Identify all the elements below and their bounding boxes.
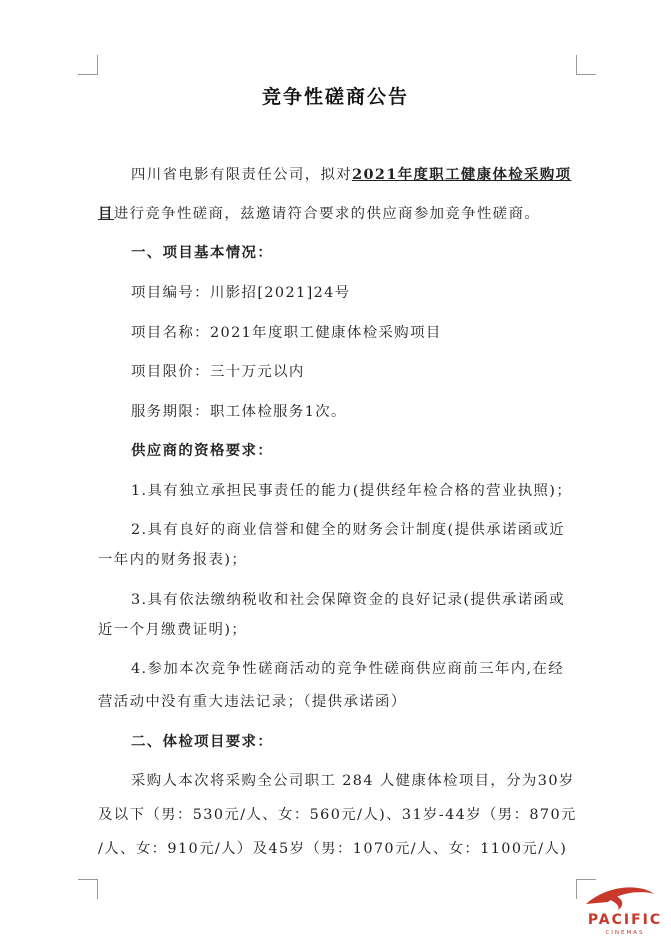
exam-paragraph-line-1: 采购人本次将采购全公司职工 284 人健康体检项目，分为30岁	[131, 773, 575, 789]
project-name-highlight-end: 目	[98, 205, 114, 222]
qualification-item-4: 4.参加本次竞争性磋商活动的竞争性磋商供应商前三年内,在经	[131, 661, 565, 677]
section-heading-exam-requirements: 二、体检项目要求：	[131, 733, 274, 750]
crop-mark-bottom-left-h	[78, 879, 98, 880]
qualification-item-2: 2.具有良好的商业信誉和健全的财务会计制度(提供承诺函或近	[131, 522, 566, 538]
crop-mark-bottom-left-v	[97, 879, 98, 899]
crop-mark-top-left-h	[78, 74, 98, 75]
intro-line-2	[98, 204, 578, 224]
qualification-item-3-cont: 近一个月缴费证明)；	[98, 622, 248, 638]
intro-text: 四川省电影有限责任公司，拟对	[131, 167, 353, 183]
qualification-item-1: 1.具有独立承担民事责任的能力(提供经年检合格的营业执照)；	[131, 483, 573, 499]
service-period: 服务期限：职工体检服务1次。	[131, 404, 347, 420]
crop-mark-top-right-v	[576, 55, 577, 75]
intro-text-end: 进行竞争性磋商，兹邀请符合要求的供应商参加竞争性磋商。	[113, 206, 541, 222]
logo-sub: CINEMAS	[605, 930, 645, 936]
crop-mark-top-right-h	[576, 74, 596, 75]
project-limit: 项目限价：三十万元以内	[131, 364, 305, 380]
section-heading-qualifications: 供应商的资格要求：	[131, 442, 274, 459]
project-name: 项目名称：2021年度职工健康体检采购项目	[131, 325, 442, 341]
project-name-highlight: 2021年度职工健康体检采购项	[352, 166, 572, 183]
qualification-item-4-cont: 营活动中没有重大违法记录；（提供承诺函）	[98, 694, 407, 710]
logo-name: PACIFIC	[587, 912, 663, 928]
crop-mark-top-left-v	[97, 55, 98, 75]
section-heading-basic-info: 一、项目基本情况：	[131, 244, 274, 261]
project-number: 项目编号：川影招[2021]24号	[131, 285, 351, 301]
crop-mark-bottom-right-v	[576, 879, 577, 899]
qualification-item-2-cont: 一年内的财务报表)；	[98, 552, 248, 568]
intro-line-1	[131, 165, 578, 185]
exam-paragraph-line-3: /人、女：910元/人）及45岁（男：1070元/人、女：1100元/人)	[98, 841, 568, 857]
qualification-item-3: 3.具有依法缴纳税收和社会保障资金的良好记录(提供承诺函或	[131, 592, 566, 608]
document-title: 竞争性磋商公告	[261, 86, 409, 108]
exam-paragraph-line-2: 及以下（男：530元/人、女：560元/人)、31岁-44岁（男：870元	[98, 807, 577, 823]
